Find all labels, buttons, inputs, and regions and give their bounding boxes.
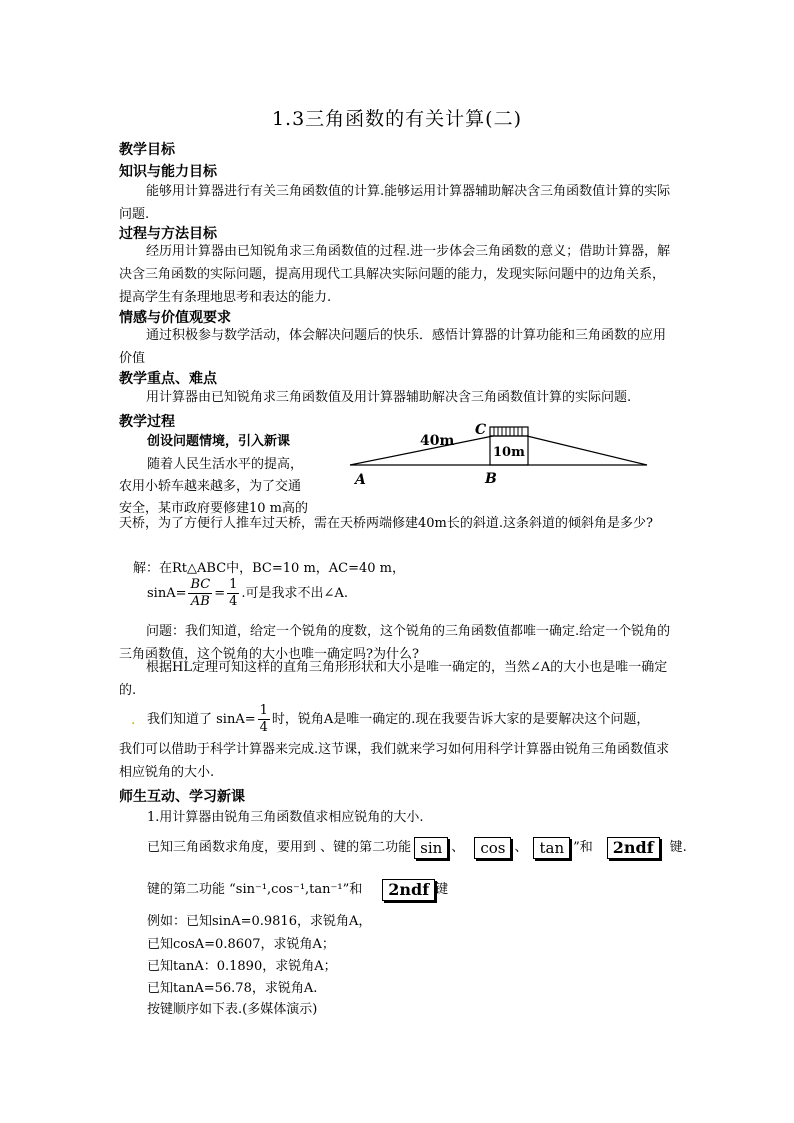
scenario-line-4: 天桥，为了方便行人推车过天桥，需在天桥两端修建40m长的斜道.这条斜道的倾斜角是多少?: [119, 516, 653, 531]
page-title: 1.3三角函数的有关计算(二): [271, 108, 523, 130]
bridge-figure: [345, 418, 655, 488]
paragraph-key-points: 用计算器由已知锐角求三角函数值及用计算器辅助解决含三角函数值计算的实际问题.: [146, 390, 632, 405]
ramp-right: [527, 436, 647, 465]
heading-key-points: 教学重点、难点: [119, 371, 217, 387]
second-function-key-2: 2ndf: [382, 879, 435, 901]
solution-remark: .可是我求不出∠A.: [241, 586, 348, 601]
paragraph-emotion: 通过积极参与数学活动，体会解决问题后的快乐．感悟计算器的计算功能和三角函数的应用价值: [119, 328, 667, 366]
example-3: 已知tanA：0.1890，求锐角A；: [147, 959, 337, 974]
label-point-c: C: [475, 422, 487, 438]
sin-a-label: sinA=: [147, 586, 187, 601]
paragraph-question: 问题：我们知道，给定一个锐角的度数，这个锐角的三角函数值都唯一确定.给定一个锐角的三角函数值，这个锐角的大小也唯一确定吗?为什么?: [119, 624, 671, 662]
label-point-a: A: [355, 472, 366, 488]
paragraph-known-sin: [147, 703, 649, 736]
scenario-line-3: 安全，某市政府要修建10 m高的: [119, 501, 309, 516]
tan-key: tan: [533, 837, 570, 859]
scenario-line-1: 随着人民生活水平的提高，: [147, 457, 304, 472]
sin-key: sin: [414, 837, 448, 859]
label-ac-length: 40m: [420, 433, 455, 449]
label-point-b: B: [485, 471, 497, 487]
key-suffix-2: 键: [435, 882, 449, 897]
deck-hatch: [494, 427, 522, 436]
equals-sign: =: [214, 586, 226, 601]
heading-interaction: 师生互动、学习新课: [119, 789, 245, 805]
fraction-numerator: 1: [259, 703, 268, 718]
key-function-line: [147, 836, 687, 859]
example-4: 已知tanA=56.78，求锐角A.: [147, 981, 318, 996]
second-function-key: 2ndf: [607, 837, 660, 859]
step-1-title: 1.用计算器由锐角三角函数值求相应锐角的大小.: [147, 810, 424, 825]
solution-line-2: [147, 577, 348, 610]
fraction-denominator: AB: [190, 594, 210, 609]
bullet-dot: .: [131, 712, 136, 728]
separator: 、: [514, 840, 528, 855]
separator: 、: [451, 840, 465, 855]
fraction-numerator: 1: [229, 577, 238, 592]
cos-key: cos: [474, 837, 511, 859]
heading-process-goals: 过程与方法目标: [119, 226, 217, 242]
label-bc-length: 10m: [493, 445, 525, 460]
heading-knowledge-goals: 知识与能力目标: [119, 164, 217, 180]
inverse-function-text: 键的第二功能 “sin⁻¹,cos⁻¹,tan⁻¹”和: [147, 882, 363, 897]
fraction-numerator: BC: [190, 577, 211, 592]
fraction-one-quarter: [227, 577, 239, 610]
key-order-note: 按键顺序如下表.(多媒体演示): [147, 1002, 318, 1017]
fraction-one-quarter-2: [258, 703, 270, 736]
example-2: 已知cosA=0.8607，求锐角A；: [147, 937, 335, 952]
paragraph-calculator-intro: 我们可以借助于科学计算器来完成.这节课，我们就来学习如何用科学计算器由锐角三角函数值求相应锐角的大小.: [119, 742, 670, 780]
fraction-bc-ab: [188, 577, 212, 610]
scenario-line-2: 农用小轿车越来越多，为了交通: [119, 479, 302, 494]
heading-create-scenario: 创设问题情境，引入新课: [147, 434, 291, 449]
paragraph-process: 经历用计算器由已知锐角求三角函数值的过程.进一步体会三角函数的意义；借助计算器，解决含三角函数的实际问题，提高用现代工具解决实际问题的能力，发现实际问题中的边角关系，提高学生有条理地思考和表达的能力.: [119, 244, 671, 305]
heading-teaching-process: 教学过程: [119, 414, 175, 430]
fraction-denominator: 4: [229, 594, 238, 609]
key-function-text: 已知三角函数求角度，要用到 、键的第二功能: [147, 840, 412, 855]
quote-and: ”和: [573, 840, 593, 855]
inverse-function-line: [147, 878, 448, 901]
known-sin-prefix: 我们知道了 sinA=: [147, 712, 256, 727]
paragraph-knowledge: 能够用计算器进行有关三角函数值的计算.能够运用计算器辅助解决含三角函数值计算的实际问题.: [119, 184, 671, 222]
heading-teaching-goals: 教学目标: [119, 142, 175, 158]
known-sin-suffix: 时，锐角A是唯一确定的.现在我要告诉大家的是要解决这个问题，: [271, 712, 650, 727]
fraction-denominator: 4: [259, 720, 268, 735]
example-1: 例如：已知sinA=0.9816，求锐角A，: [147, 914, 372, 929]
paragraph-hl-theorem: 根据HL定理可知这样的直角三角形形状和大小是唯一确定的，当然∠A的大小也是唯一确定的.: [119, 660, 668, 698]
solution-line-1: 解：在Rt△ABC中，BC=10 m，AC=40 m，: [133, 561, 406, 576]
heading-emotion-goals: 情感与价值观要求: [119, 310, 231, 326]
key-suffix: 键.: [669, 840, 687, 855]
